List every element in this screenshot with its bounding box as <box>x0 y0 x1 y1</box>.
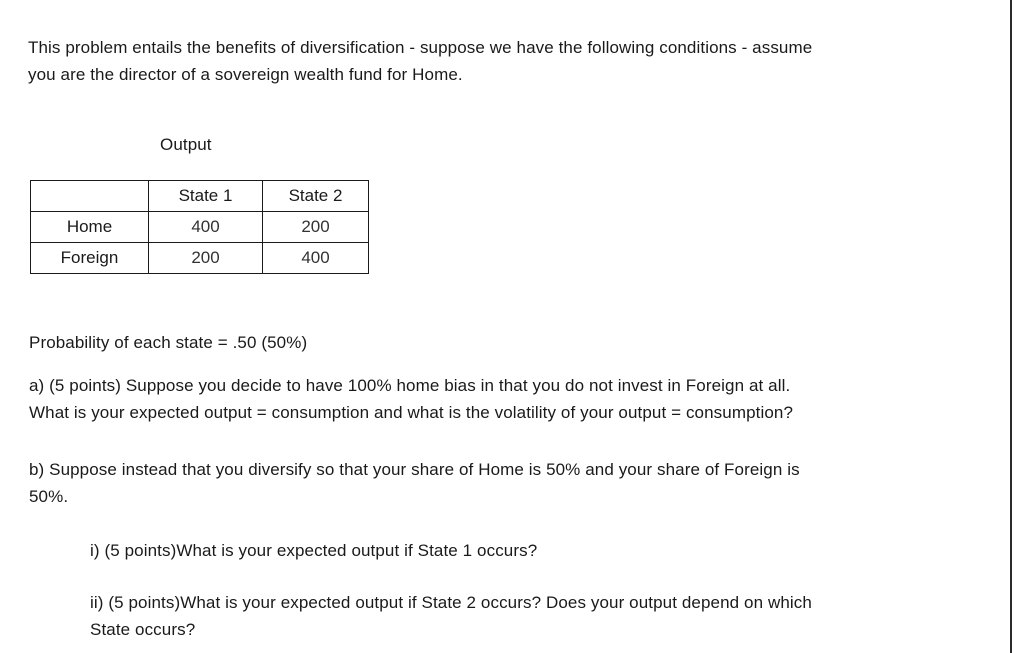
intro-line-2: you are the director of a sovereign wealth fund for Home. <box>28 65 463 84</box>
cell-home-state-1: 400 <box>149 212 263 243</box>
question-b-i: i) (5 points)What is your expected output if State 1 occurs? <box>90 541 538 560</box>
table-header-row <box>31 181 369 212</box>
question-b-line-2: 50%. <box>29 487 69 506</box>
output-table <box>30 180 369 274</box>
question-a-line-1: a) (5 points) Suppose you decide to have 100% home bias in that you do not invest in Foreign at all. <box>29 376 791 395</box>
row-label-foreign: Foreign <box>31 243 149 274</box>
cell-foreign-state-1: 200 <box>149 243 263 274</box>
table-header-corner <box>31 181 149 212</box>
question-b-ii-line-1: ii) (5 points)What is your expected output if State 2 occurs? Does your output depend on which <box>90 593 812 612</box>
question-b-line-1: b) Suppose instead that you diversify so that your share of Home is 50% and your share of Foreign is <box>29 460 800 479</box>
table-caption: Output <box>160 135 212 154</box>
question-b-ii-line-2: State occurs? <box>90 620 196 639</box>
question-a <box>29 372 793 426</box>
table-row <box>31 212 369 243</box>
intro-paragraph <box>28 34 812 88</box>
row-label-home: Home <box>31 212 149 243</box>
table-header-state-2: State 2 <box>263 181 369 212</box>
table-row <box>31 243 369 274</box>
probability-statement: Probability of each state = .50 (50%) <box>29 333 308 352</box>
cell-foreign-state-2: 400 <box>263 243 369 274</box>
question-a-line-2: What is your expected output = consumption and what is the volatility of your output = consumption? <box>29 403 794 422</box>
intro-line-1: This problem entails the benefits of diversification - suppose we have the following conditions - assume <box>28 38 813 57</box>
question-b <box>29 456 800 510</box>
table-header-state-1: State 1 <box>149 181 263 212</box>
cell-home-state-2: 200 <box>263 212 369 243</box>
question-b-ii <box>90 589 812 643</box>
